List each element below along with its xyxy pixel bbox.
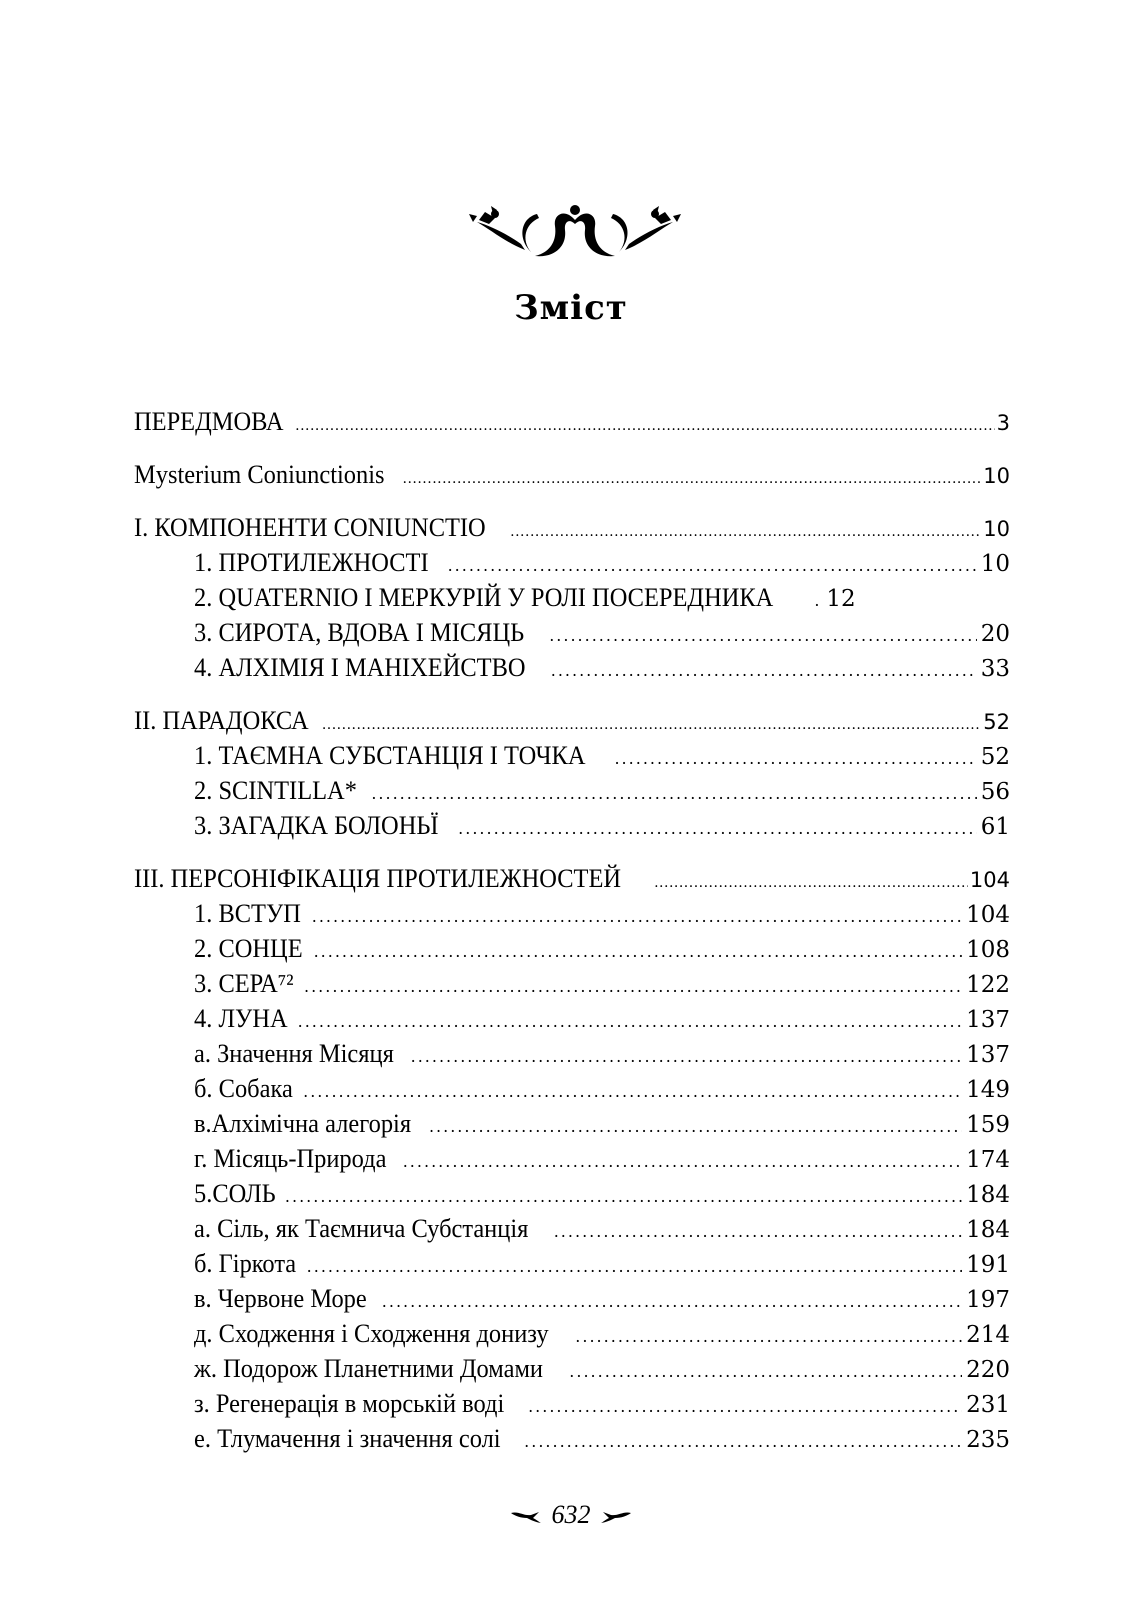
toc-entry-label: Mysterium Coniunctionis: [134, 460, 385, 489]
leader-dots: [554, 1215, 962, 1249]
toc-entry-label: I. КОМПОНЕНТИ CONIUNCTIO: [134, 513, 486, 542]
toc-entry[interactable]: [194, 1107, 1010, 1141]
toc-entry[interactable]: [194, 774, 1010, 808]
toc-entry-label: д. Сходження і Сходження донизу: [194, 1319, 549, 1348]
toc-entry-page: 137: [966, 1007, 1010, 1033]
toc-entry-page: 159: [966, 1112, 1010, 1138]
left-flourish-icon: [511, 1510, 545, 1524]
toc-entry[interactable]: [194, 546, 1010, 580]
toc-entry-page: 52: [980, 744, 1010, 770]
leader-dots: [448, 549, 977, 583]
toc-entry-page: 122: [966, 972, 1010, 998]
leader-dots: [575, 1320, 962, 1354]
leader-dots: [654, 866, 968, 900]
toc-entry[interactable]: [134, 405, 1010, 439]
leader-dots: [312, 900, 962, 934]
toc-entry[interactable]: [194, 1387, 1010, 1421]
leader-dots: [569, 1355, 962, 1389]
toc-entry-page: 214: [966, 1322, 1010, 1348]
toc-entry-page: 61: [980, 814, 1010, 840]
toc-entry-page: 149: [966, 1077, 1010, 1103]
leader-dots: [403, 462, 982, 496]
toc-entry-page: 52: [983, 710, 1010, 734]
toc-entry-page: 174: [966, 1147, 1010, 1173]
leader-dots: [382, 1285, 962, 1319]
leader-dots: [298, 1005, 962, 1039]
toc-entry-label: а. Сіль, як Таємнича Субстанція: [194, 1214, 529, 1243]
toc-entry-label: е. Тлумачення і значення солі: [194, 1424, 501, 1453]
toc-entry[interactable]: [194, 1317, 1010, 1351]
leader-dots: [549, 619, 977, 653]
toc-entry-page: 10: [983, 517, 1010, 541]
leader-dots: [371, 777, 976, 811]
toc-entry-label: II. ПАРАДОКСА: [134, 706, 309, 735]
toc-entry[interactable]: [194, 1177, 1010, 1211]
toc-entry-page: 220: [966, 1357, 1010, 1383]
toc-entry-label: 5.СОЛЬ: [194, 1179, 276, 1208]
leader-dots: [304, 970, 962, 1004]
toc-entry[interactable]: [194, 932, 1010, 966]
toc-entry-label: 3. ЗАГАДКА БОЛОНЬЇ: [194, 811, 439, 840]
leader-dots: [510, 515, 981, 549]
toc-entry-page: 108: [966, 937, 1010, 963]
toc-entry-label: 2. SCINTILLA*: [194, 776, 357, 805]
toc-entry-page: 10: [983, 464, 1010, 488]
leader-dots: [411, 1040, 962, 1074]
toc-entry[interactable]: [194, 1352, 1010, 1386]
toc-entry-page: 197: [966, 1287, 1010, 1313]
toc-entry[interactable]: [134, 511, 1010, 545]
toc-entry-label: 2. СОНЦЕ: [194, 934, 303, 963]
toc-entry[interactable]: [194, 1037, 1010, 1071]
toc-entry-page: 137: [966, 1042, 1010, 1068]
toc-entry-page: 184: [966, 1217, 1010, 1243]
toc-entry-label: в. Червоне Море: [194, 1284, 367, 1313]
leader-dots: [403, 1145, 962, 1179]
floral-ornament-icon: [455, 200, 695, 262]
toc-entry-label: з. Регенерація в морській воді: [194, 1389, 505, 1418]
leader-dots: [524, 1425, 962, 1459]
toc-entry-label: ПЕРЕДМОВА: [134, 407, 284, 436]
toc-entry-label: а. Значення Місяця: [194, 1039, 394, 1068]
toc-entry-page: 33: [980, 656, 1010, 682]
page-title: Зміст: [514, 288, 628, 328]
toc-entry-label: 3. СЕРА⁷²: [194, 969, 294, 998]
leader-dots: [551, 654, 977, 688]
toc-entry-label: III. ПЕРСОНІФІКАЦІЯ ПРОТИЛЕЖНОСТЕЙ: [134, 864, 622, 893]
toc-entry-label: 2. QUATERNIO І МЕРКУРІЙ У РОЛІ ПОСЕРЕДНИКА: [194, 583, 774, 612]
toc-entry-label: ж. Подорож Планетними Домами: [194, 1354, 543, 1383]
toc-entry-page: 3: [996, 411, 1010, 435]
right-flourish-icon: [597, 1510, 631, 1524]
toc-entry-page: 235: [966, 1427, 1010, 1453]
toc-entry-label: 1. ВСТУП: [194, 899, 301, 928]
toc-entry[interactable]: [194, 1422, 1010, 1456]
page-number: 632: [551, 1500, 591, 1529]
toc-entry[interactable]: [194, 1282, 1010, 1316]
toc-entry-label: г. Місяць-Природа: [194, 1144, 387, 1173]
toc-entry-page: 10: [980, 551, 1010, 577]
toc-entry-label: 1. ПРОТИЛЕЖНОСТІ: [194, 548, 429, 577]
toc-entry-label: в.Алхімічна алегорія: [194, 1109, 412, 1138]
toc-entry[interactable]: [194, 581, 1010, 615]
leader-dots: [614, 742, 976, 776]
toc-entry-page: 104: [969, 868, 1010, 892]
leader-dots: [285, 1180, 962, 1214]
toc-entry[interactable]: [194, 1247, 1010, 1281]
leader-dots: [458, 812, 977, 846]
toc-entry-label: б. Гіркота: [194, 1249, 297, 1278]
toc-entry-page: 104: [966, 902, 1010, 928]
toc-entry-label: 1. ТАЄМНА СУБСТАНЦІЯ І ТОЧКА: [194, 741, 586, 770]
toc-entry-page: 12: [826, 586, 856, 612]
toc-entry[interactable]: [194, 1002, 1010, 1036]
toc-entry-page: 231: [966, 1392, 1010, 1418]
toc-entry[interactable]: [194, 897, 1010, 931]
toc-entry[interactable]: [134, 862, 1010, 896]
toc-entry-label: 3. СИРОТА, ВДОВА І МІСЯЦЬ: [194, 618, 525, 647]
toc-entry[interactable]: [134, 704, 1010, 738]
toc-entry[interactable]: [194, 616, 1010, 650]
toc-entry[interactable]: [134, 458, 1010, 492]
toc-entry-page: 184: [966, 1182, 1010, 1208]
toc-entry[interactable]: [194, 739, 1010, 773]
leader-dots: [429, 1110, 962, 1144]
toc-entry-label: 4. АЛХІМІЯ І МАНІХЕЙСТВО: [194, 653, 526, 682]
toc-entry[interactable]: [194, 1212, 1010, 1246]
toc-entry-page: 56: [980, 779, 1010, 805]
toc-entry-label: 4. ЛУНА: [194, 1004, 288, 1033]
toc-entry[interactable]: [194, 651, 1010, 685]
leader-dots: [322, 708, 981, 742]
toc-entry-page: 191: [966, 1252, 1010, 1278]
toc-entry[interactable]: [194, 1072, 1010, 1106]
leader-dots: [307, 1250, 962, 1284]
leader-dots: [295, 409, 995, 443]
page-footer: [0, 1500, 1142, 1530]
toc-entry-label: б. Собака: [194, 1074, 293, 1103]
toc-entry[interactable]: [194, 1142, 1010, 1176]
leader-dots: [303, 1075, 962, 1109]
leader-dots: [314, 935, 963, 969]
toc-entry-page: 20: [980, 621, 1010, 647]
toc-entry[interactable]: [194, 967, 1010, 1001]
toc-entry[interactable]: [194, 809, 1010, 843]
leader-dots: [814, 584, 822, 618]
leader-dots: [528, 1390, 962, 1424]
